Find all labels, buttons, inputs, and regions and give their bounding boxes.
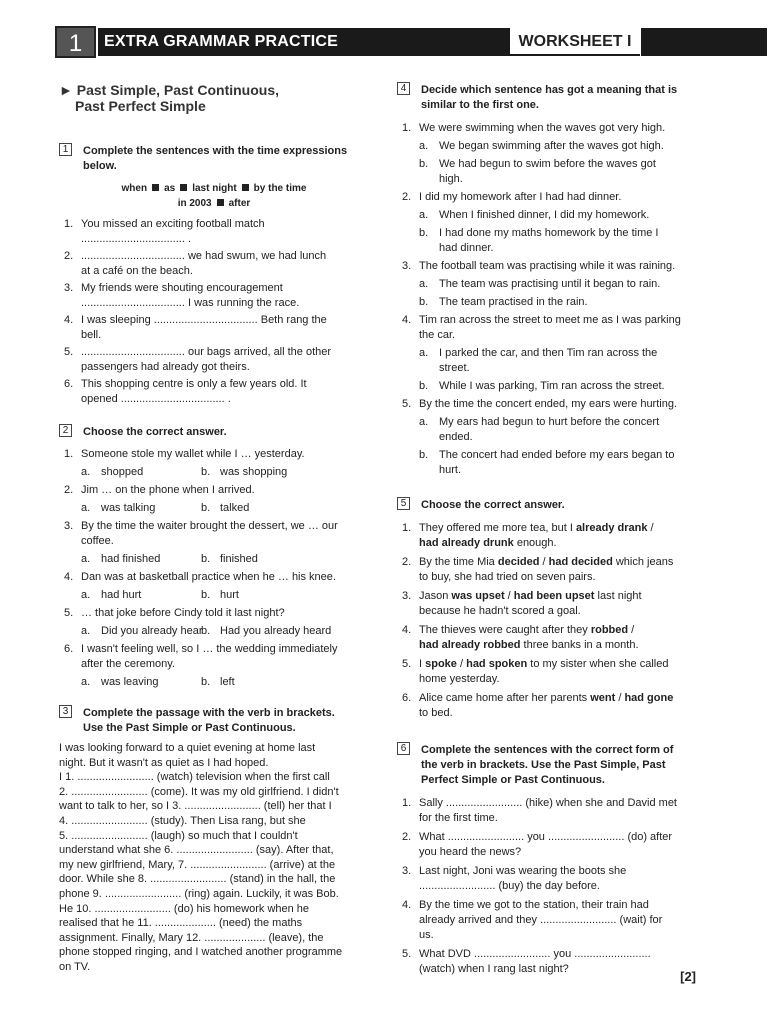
exercise-4-heading: 4 Decide which sentence has got a meaning that is similar to the first one. <box>397 83 709 113</box>
exercise-1-heading: 1 Complete the sentences with the time expressions below. <box>59 144 369 174</box>
list-item: 3. The football team was practising while it was raining. a. The team was practising until it began to rain. b. The team practised in the rain. <box>402 260 676 308</box>
list-item: 4. Tim ran across the street to meet me as I was parking the car. a. I parked the car, and then Tim ran across the street. b. While I was parking, Tim ran across the street. <box>402 314 681 392</box>
list-item: 3. My friends were shouting encouragement .................................. I was running the race. <box>64 282 300 309</box>
worksheet-header <box>55 26 765 58</box>
list-item: 4. By the time we got to the station, their train had already arrived and they ......................... (wait) for us. <box>402 899 663 941</box>
square-bullet-icon <box>217 199 224 206</box>
right-column <box>397 83 709 977</box>
exercise-5-items <box>397 521 709 721</box>
exercise-number-box: 3 <box>59 705 72 718</box>
exercise-6-heading: 6 Complete the sentences with the correct form of the verb in brackets. Use the Past Simple, Past Perfect Simple or Past Continuous. <box>397 743 709 788</box>
list-item: 1. Someone stole my wallet while I … yesterday. a. shopped b. was shopping <box>64 448 305 478</box>
header-bar-end <box>641 28 767 56</box>
list-item: 2. By the time Mia decided / had decided which jeans to buy, she had tried on seven pairs. <box>402 556 674 583</box>
list-item: 1. We were swimming when the waves got very high. a. We began swimming after the waves got high. b. We had begun to swim before the waves got high. <box>402 122 666 185</box>
list-item: 5. By the time the concert ended, my ears were hurting. a. My ears had begun to hurt before the concert ended. b. The concert had ended before my ears began to hurt. <box>402 398 678 476</box>
page-number: [2] <box>680 969 696 984</box>
exercise-1-items <box>59 217 369 407</box>
list-item: 2. Jim … on the phone when I arrived. a. was talking b. talked <box>64 484 255 514</box>
square-bullet-icon <box>180 184 187 191</box>
square-bullet-icon <box>152 184 159 191</box>
list-item: 2. .................................. we had swum, we had lunch at a café on the beach. <box>64 250 327 277</box>
section-title: ► Past Simple, Past Continuous, Past Perfect Simple <box>59 82 280 114</box>
exercise-6-items <box>397 796 709 977</box>
exercise-number-box: 2 <box>59 424 72 437</box>
list-item: 6. Alice came home after her parents went / had gone to bed. <box>402 692 674 719</box>
list-item: 6. This shopping centre is only a few years old. It opened .................................. . <box>64 378 307 405</box>
list-item: 1. They offered me more tea, but I already drank / had already drunk enough. <box>402 522 654 549</box>
list-item: 2. What ......................... you ......................... (do) after you heard the news? <box>402 831 673 858</box>
header-title: EXTRA GRAMMAR PRACTICE <box>98 28 510 56</box>
exercise-5-heading: 5 Choose the correct answer. <box>397 498 709 513</box>
worksheet-label: WORKSHEET I <box>510 28 640 56</box>
exercise-number-box: 4 <box>397 82 410 95</box>
arrow-icon: ► <box>59 82 73 98</box>
list-item: 5. .................................. our bags arrived, all the other passengers had already got theirs. <box>64 346 332 373</box>
list-item: 5. … that joke before Cindy told it last night? a. Did you already hear b. Had you already heard <box>64 607 332 637</box>
exercise-3-heading: 3 Complete the passage with the verb in brackets. Use the Past Simple or Past Continuous. <box>59 706 369 736</box>
list-item: 3. Jason was upset / had been upset last night because he hadn't scored a goal. <box>402 590 642 617</box>
exercise-3-passage: I was looking forward to a quiet evening at home last night. But it wasn't as quiet as I had hoped. I 1. ......................... (watch) television when the first call 2. ......................... (come). It was my old girlfriend. I didn't want to talk to her, so I 3. ......................... (tell) her that I 4. ......................... (study). Then Lisa rang, but she 5. ......................... (laugh) so much that I couldn't understand what she 6. ......................... (say). After that, my new girlfriend, Mary, 7. ......................... (arrive) at the door. While she 8. ......................... (stand) in the hall, the phone 9. ......................... (ring) again. Luckily, it was Bob. He 10. ......................... (do) his homework when he realised that he 11. .................... (need) the maths assignment. Finally, Mary 12. .................... (leave), the phone stopped ringing, and I watched another programme on TV. <box>59 742 343 973</box>
exercise-4-items <box>397 121 709 478</box>
square-bullet-icon <box>242 184 249 191</box>
unit-number: 1 <box>55 26 96 58</box>
list-item: 1. Sally ......................... (hike) when she and David met for the first time. <box>402 797 677 824</box>
list-item: 5. What DVD ......................... you ......................... (watch) when I rang last night? <box>402 948 651 975</box>
list-item: 3. By the time the waiter brought the dessert, we … our coffee. a. had finished b. finished <box>64 520 338 565</box>
list-item: 2. I did my homework after I had had dinner. a. When I finished dinner, I did my homework. b. I had done my maths homework by the time I had dinner. <box>402 191 659 254</box>
exercise-2-items <box>59 447 369 690</box>
list-item: 4. I was sleeping .................................. Beth rang the bell. <box>64 314 327 341</box>
exercise-number-box: 1 <box>59 143 72 156</box>
left-column <box>59 82 369 975</box>
list-item: 5. I spoke / had spoken to my sister when she called home yesterday. <box>402 658 669 685</box>
exercise-number-box: 6 <box>397 742 410 755</box>
list-item: 3. Last night, Joni was wearing the boots she ......................... (buy) the day before. <box>402 865 627 892</box>
list-item: 6. I wasn't feeling well, so I … the wedding immediately after the ceremony. a. was leaving b. left <box>64 643 338 688</box>
list-item: 1. You missed an exciting football match .................................. . <box>64 218 265 245</box>
word-bank: when as last night by the time in 2003 after <box>121 183 307 209</box>
exercise-number-box: 5 <box>397 497 410 510</box>
list-item: 4. The thieves were caught after they robbed / had already robbed three banks in a month. <box>402 624 639 651</box>
list-item: 4. Dan was at basketball practice when he … his knee. a. had hurt b. hurt <box>64 571 336 601</box>
exercise-2-heading: 2 Choose the correct answer. <box>59 425 369 440</box>
